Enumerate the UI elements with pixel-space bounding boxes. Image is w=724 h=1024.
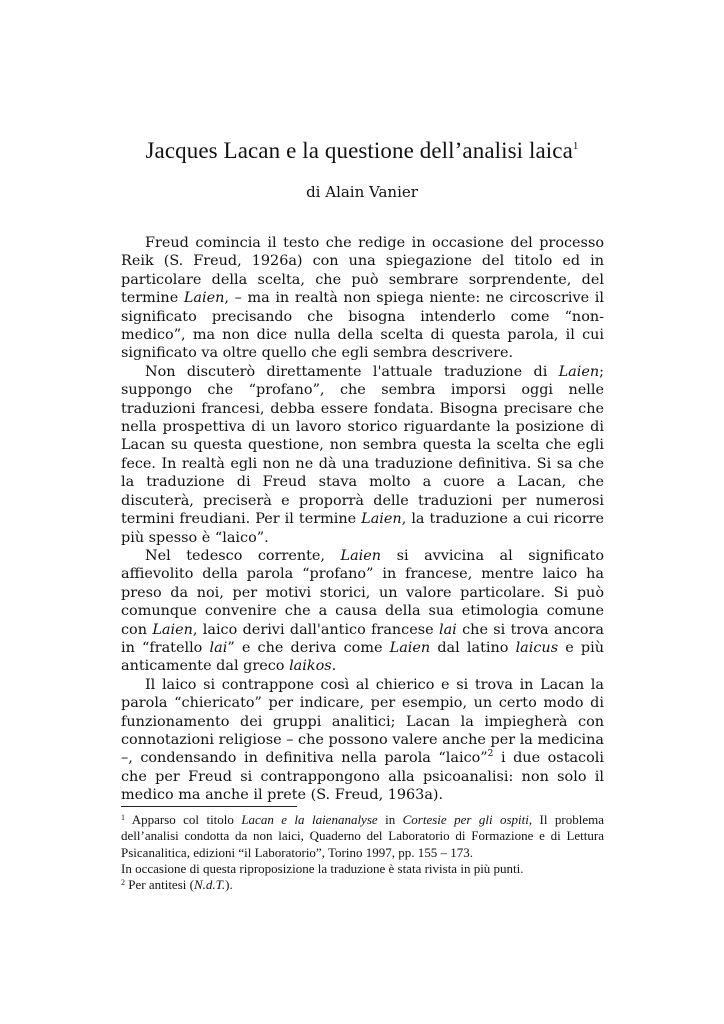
text-run: i due ostacoli che per Freud si contrappongono alla psicoanalisi: non solo il medico ma anche il prete (S. Freud, 1963a). <box>121 750 604 804</box>
italic-term: laikos <box>289 658 332 675</box>
text-run: , – ma in realtà non spiega niente: ne circoscrive il significato precisando che bisogna intenderlo come “non-medico”, ma non dice nulla della scelta di questa parola, il cui significato va oltre quello che egli sembra descrivere. <box>121 290 604 362</box>
italic-term: N.d.T. <box>193 877 226 893</box>
author-byline: di Alain Vanier <box>306 183 418 201</box>
text-run: e più anticamente dal greco <box>121 639 605 675</box>
italic-term: Laien <box>389 639 431 656</box>
text-run: si avvicina al significato affievolito della parola “profano” in francese, mentre laico ha preso da noi, per motivi storici, un valore particolare. Si può comunque convenire che a causa della sua etimologia comune con <box>121 547 604 638</box>
title-text: Jacques Lacan e la questione dell’analisi laica <box>145 138 573 163</box>
text-run: che si trova ancora in “fratello <box>121 621 604 656</box>
text-run: Il laico si contrappone così al chierico e si trova in Lacan la parola “chiericato” per indicare, per esempio, un certo modo di funzionamento dei gruppi analitici; Lacan la impiegherà con connotazioni religiose – che possono valere anche per la medicina –, condensando in definitiva nella parola “laico” <box>121 676 604 767</box>
italic-term: Laien <box>340 547 382 564</box>
title-footnote-marker: 1 <box>572 140 579 152</box>
italic-term: laicus <box>515 639 559 656</box>
italic-term: Laien <box>361 511 402 528</box>
text-run: Per antitesi ( <box>125 877 194 893</box>
text-run: Non discuterò direttamente l'attuale traduzione di <box>145 363 559 380</box>
footnote-marker: 2 <box>121 878 125 888</box>
italic-term: Laien <box>183 290 225 307</box>
paragraph-2 <box>121 363 604 547</box>
text-run: Freud comincia il testo che redige in occasione del processo Reik (S. Freud, 1926a) con una spiegazione del titolo ed in particolare della scelta, che può sembrare sorprendente, del termine <box>121 235 604 307</box>
text-run: ” e che deriva come <box>227 639 390 656</box>
italic-term: Laien <box>558 363 600 380</box>
italic-term: lai <box>209 639 228 656</box>
text-run: . <box>331 658 337 675</box>
text-run: , la traduzione a cui ricorre più spesso è “laico”. <box>121 511 604 546</box>
paragraph-1 <box>121 234 604 363</box>
italic-term: lai <box>438 621 457 638</box>
text-run: in <box>377 812 403 827</box>
text-run: dal latino <box>430 639 516 656</box>
paragraph-3 <box>121 547 604 676</box>
text-run: Nel tedesco corrente, <box>145 547 341 564</box>
footnote-marker: 1 <box>121 813 125 822</box>
article-body <box>121 234 604 805</box>
footnote-2 <box>121 877 604 893</box>
italic-term: Cortesie per gli ospiti <box>402 812 529 827</box>
text-run: Apparso col titolo <box>125 812 242 827</box>
italic-term: Lacan e la laienanalyse <box>241 812 378 827</box>
text-run: , Il problema dell’analisi condotta da non laici, Quaderno del Laboratorio di Formazione e di Lettura Psicanalitica, edizioni “il Laboratorio”, Torino 1997, pp. 155 – 173. <box>121 812 604 860</box>
paragraph-4 <box>121 676 604 805</box>
footnote-marker: 2 <box>487 749 494 760</box>
text-run: In occasione di questa riproposizione la traduzione è stata rivista in più punti. <box>121 860 524 876</box>
text-run: , laico derivi dall'antico francese <box>192 621 439 638</box>
text-run: ; suppongo che “profano”, che sembra imporsi oggi nelle traduzioni francesi, debba essere fondata. Bisogna precisare che nella prospettiva di un lavoro storico riguardante la posizione di Lacan su questa questione, non sembra questa la scelta che egli fece. In realtà egli non ne dà una traduzione definitiva. Si sa che la traduzione di Freud stava molto a cuore a Lacan, che discuterà, preciserà e proporrà delle traduzioni per numerosi termini freudiani. Per il termine <box>121 363 604 528</box>
footnotes <box>121 812 604 893</box>
text-run: ). <box>225 877 233 893</box>
footnote-separator <box>121 806 297 807</box>
article-title <box>0 138 724 164</box>
footnote-1 <box>121 812 604 861</box>
footnote-1-continuation <box>121 861 604 877</box>
italic-term: Laien <box>152 621 193 638</box>
